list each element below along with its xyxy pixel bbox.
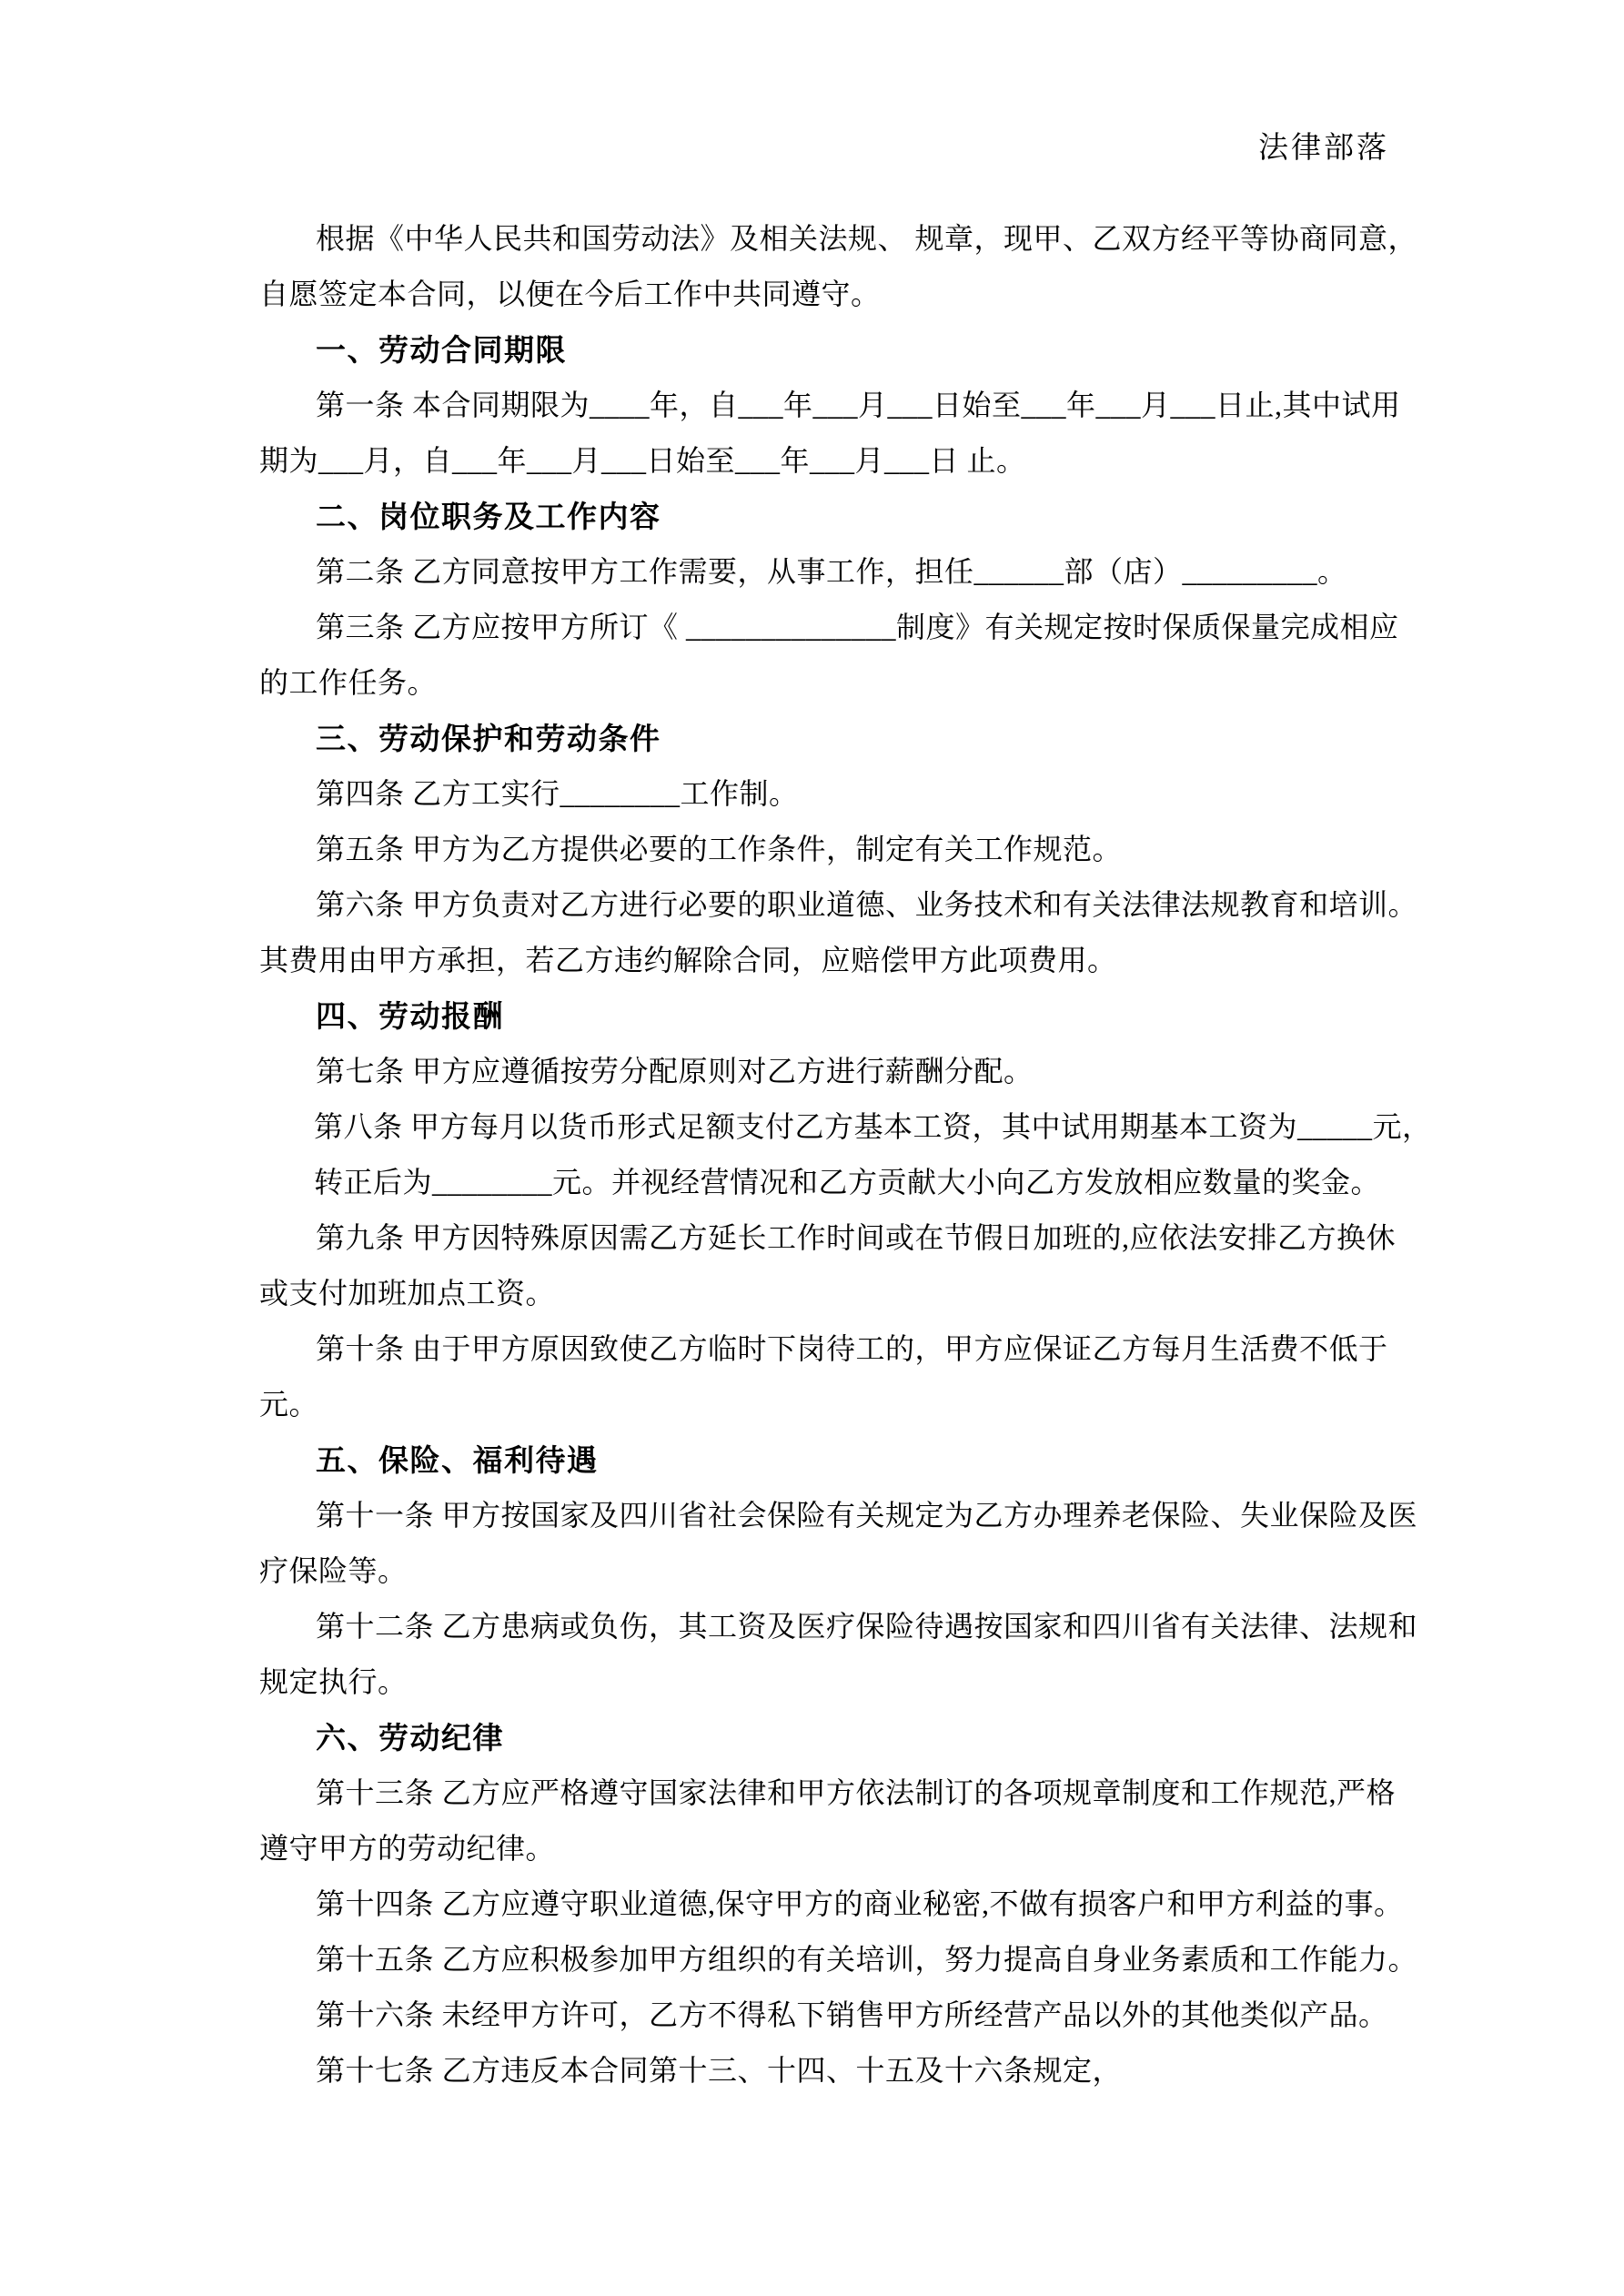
paragraph-line: 或支付加班加点工资。 [259, 1277, 556, 1310]
paragraph-line: 第三条 乙方应按甲方所订《 ______________制度》有关规定按时保质保量完成相应 [316, 611, 1399, 643]
paragraph-line: 遵守甲方的劳动纪律。 [259, 1832, 556, 1865]
contract-paragraph [259, 1099, 1432, 1210]
paragraph-line: 第七条 甲方应遵循按劳分配原则对乙方进行薪酬分配。 [316, 1055, 1034, 1087]
contract-body [259, 211, 1432, 2099]
heading-line: 五、保险、福利待遇 [316, 1443, 599, 1477]
section-heading [259, 1432, 1401, 1488]
contract-paragraph [259, 378, 1401, 489]
paragraph-line: 第十二条 乙方患病或负伤，其工资及医疗保险待遇按国家和四川省有关法律、法规和 [316, 1610, 1418, 1643]
contract-paragraph [259, 822, 1401, 877]
paragraph-line: 第十三条 乙方应严格遵守国家法律和甲方依法制订的各项规章制度和工作规范,严格 [316, 1776, 1397, 1809]
paragraph-line: 第十七条 乙方违反本合同第十三、十四、十五及十六条规定， [316, 2054, 1123, 2087]
contract-paragraph [259, 877, 1418, 988]
contract-paragraph [259, 1988, 1401, 2043]
contract-paragraph [259, 2043, 1401, 2099]
paragraph-line: 规定执行。 [259, 1665, 408, 1698]
heading-line: 一、劳动合同期限 [316, 333, 567, 367]
contract-paragraph [259, 211, 1418, 322]
contract-paragraph [259, 1210, 1401, 1321]
paragraph-line: 第九条 甲方因特殊原因需乙方延长工作时间或在节假日加班的,应依法安排乙方换休 [316, 1221, 1397, 1254]
contract-paragraph [259, 766, 1401, 822]
heading-line: 三、劳动保护和劳动条件 [316, 722, 661, 755]
paragraph-line: 其费用由甲方承担，若乙方违约解除合同，应赔偿甲方此项费用。 [259, 944, 1117, 976]
section-heading [259, 1710, 1401, 1765]
paragraph-line: 第十五条 乙方应积极参加甲方组织的有关培训，努力提高自身业务素质和工作能力。 [316, 1943, 1418, 1976]
contract-paragraph [259, 1765, 1401, 1876]
paragraph-line: 第十条 由于甲方原因致使乙方临时下岗待工的，甲方应保证乙方每月生活费不低于 [316, 1332, 1388, 1365]
paragraph-line: 第五条 甲方为乙方提供必要的工作条件，制定有关工作规范。 [316, 833, 1123, 865]
contract-paragraph [259, 1321, 1401, 1432]
contract-paragraph [259, 1044, 1401, 1099]
paragraph-line: 第十四条 乙方应遵守职业道德,保守甲方的商业秘密,不做有损客户和甲方利益的事。 [316, 1887, 1404, 1920]
section-heading [259, 322, 1401, 378]
paragraph-line: 期为___月，自___年___月___日始至___年___月___日 止。 [259, 444, 1026, 477]
paragraph-line: 第六条 甲方负责对乙方进行必要的职业道德、业务技术和有关法律法规教育和培训。 [316, 888, 1418, 921]
section-heading [259, 988, 1401, 1044]
paragraph-line: 第十一条 甲方按国家及四川省社会保险有关规定为乙方办理养老保险、失业保险及医 [316, 1499, 1418, 1532]
heading-line: 二、岗位职务及工作内容 [316, 500, 661, 533]
heading-line: 六、劳动纪律 [316, 1721, 504, 1755]
paragraph-line: 根据《中华人民共和国劳动法》及相关法规、 规章，现甲、乙双方经平等协商同意， [316, 222, 1418, 255]
paragraph-line: 第一条 本合同期限为____年，自___年___月___日始至___年___月___日止,其中试用 [316, 389, 1401, 421]
paragraph-line: 第二条 乙方同意按甲方工作需要，从事工作，担任______部（店）_________。 [316, 555, 1347, 588]
contract-paragraph [259, 1932, 1418, 1988]
contract-paragraph [259, 1876, 1404, 1932]
header-brand: 法律部落 [1258, 132, 1389, 165]
paragraph-line: 第八条 甲方每月以货币形式足额支付乙方基本工资，其中试用期基本工资为_____元， [314, 1110, 1432, 1143]
heading-line: 四、劳动报酬 [316, 999, 504, 1033]
paragraph-line: 的工作任务。 [259, 666, 438, 699]
contract-paragraph [259, 1488, 1418, 1599]
paragraph-line: 疗保险等。 [259, 1554, 408, 1587]
paragraph-line: 第十六条 未经甲方许可，乙方不得私下销售甲方所经营产品以外的其他类似产品。 [316, 1998, 1388, 2031]
contract-paragraph [259, 1599, 1418, 1710]
contract-paragraph [259, 544, 1401, 600]
paragraph-line: 转正后为________元。并视经营情况和乙方贡献大小向乙方发放相应数量的奖金。 [314, 1166, 1381, 1199]
section-heading [259, 489, 1401, 544]
section-heading [259, 711, 1401, 766]
paragraph-line: 自愿签定本合同，以便在今后工作中共同遵守。 [259, 278, 881, 310]
paragraph-line: 元。 [259, 1388, 319, 1421]
paragraph-line: 第四条 乙方工实行________工作制。 [316, 777, 799, 810]
contract-paragraph [259, 600, 1401, 711]
